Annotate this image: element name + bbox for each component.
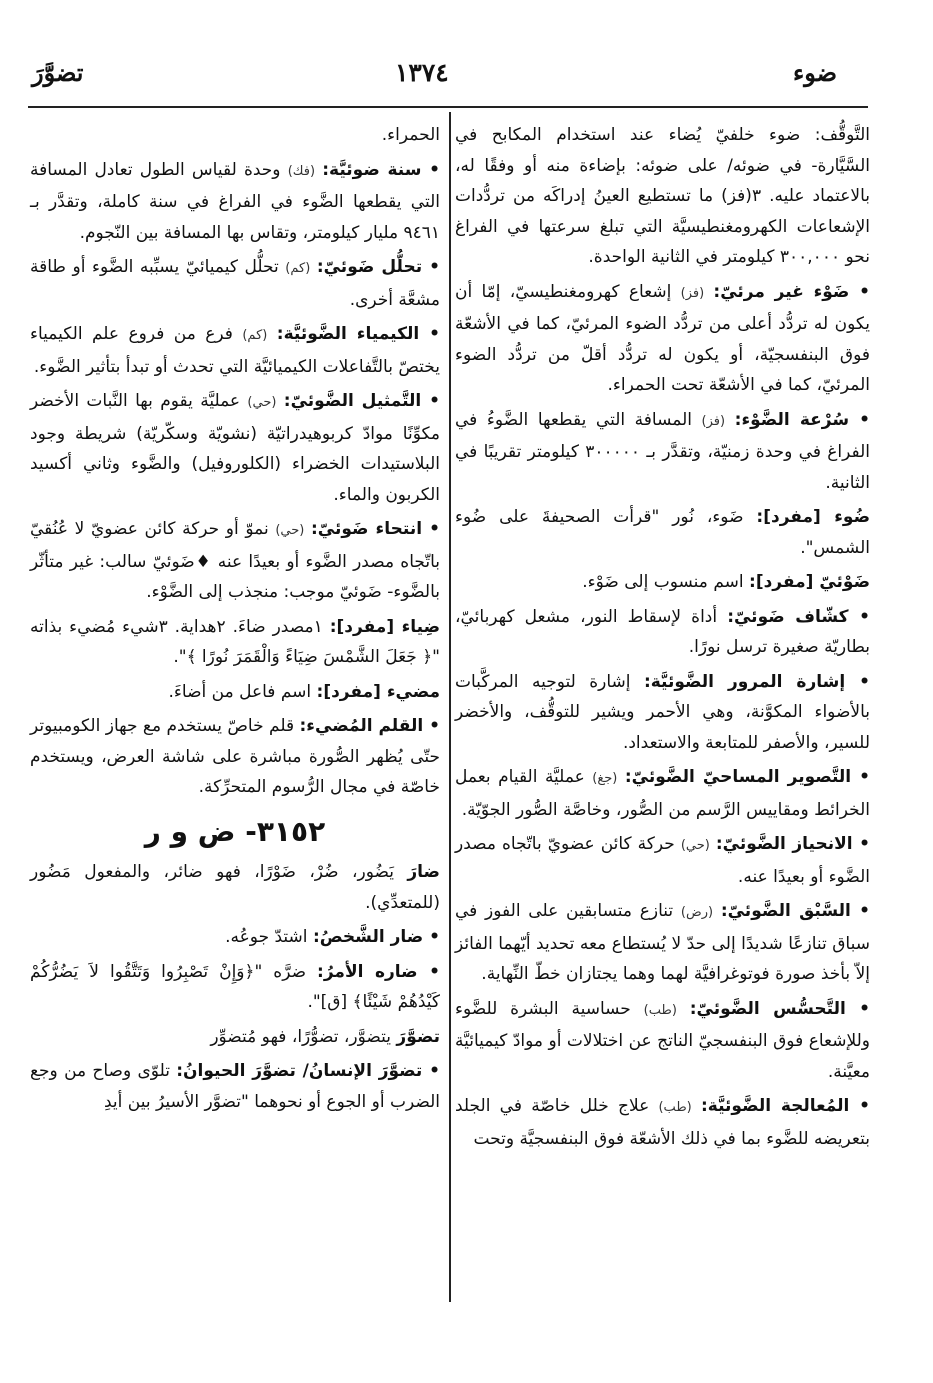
left-column bbox=[30, 120, 440, 1121]
entry: التَّوقُّف: ضوء خلفيّ يُضاء عند استخدام المكابح في السَّيَّارة- في ضوئه/ على ضوئه: بإضاءة منه أو وفقًا له، بالاعتماد عليه. ٣(فز) ما تستطيع العينُ إدراكَه من تردُّدات الإشعاعات الكهرومغنطيسيَّة التي تبلغ سرعتها في الفراغ نحو ٣٠٠,٠٠٠ كيلومتر في الثانية الواحدة. bbox=[455, 125, 871, 267]
header-guide-word-left: تضوَّرَ bbox=[32, 58, 84, 87]
entry: • التَّحسُّس الضَّوئيّ: (طب) حساسية البشرة للضَّوء وللإشعاع فوق البنفسجيّ الناتج عن اختلالات أو موادّ كيميائيَّة معيَّنة. bbox=[455, 998, 871, 1082]
page-header bbox=[0, 58, 933, 104]
header-rule bbox=[28, 106, 868, 108]
right-column bbox=[455, 120, 870, 1158]
entry: مضيء [مفرد]: اسم فاعل من أضاءَ. bbox=[168, 681, 440, 702]
entry: ضِياء [مفرد]: ١مصدر ضاءَ. ٢هداية. ٣شيء مُضيء بذاته "﴿ جَعَلَ الشَّمْسَ ضِيَاءً وَالْقَمَرَ نُورًا ﴾". bbox=[30, 616, 441, 667]
entry: • ضاره الأمرُ: ضرَّه "﴿وَإِنْ تَصْبِرُوا وَتَتَّقُوا لاَ يَضُرُّكُمْ كَيْدُهُمْ شَيْئًا﴾ [ق]". bbox=[30, 961, 440, 1012]
entry: • انتحاء ضَوئيّ: (حي) نموّ أو حركة كائن عضويّ لا عُنُقيّ باتّجاه مصدر الضَّوء أو بعيدًا عنه ♦ضَوئيّ سالب: غير متأثّر بالضَّوء- ضَوئيّ موجب: منجذب إلى الضَّوْء. bbox=[30, 519, 441, 602]
column-divider bbox=[449, 112, 451, 1302]
entry: • تحلُّل ضَوئيّ: (كم) تحلُّل كيميائيّ يسبِّبه الضَّوء أو طاقة مشعَّة أخرى. bbox=[30, 257, 440, 310]
entry: • سنة ضوئيَّة: (فك) وحدة لقياس الطول تعادل المسافة التي يقطعها الضَّوء في الفراغ في سنة كاملة، وتقدَّر بـ ٩٤٦١ مليار كيلومتر، وتقاس بها المسافة بين النّجوم. bbox=[30, 159, 441, 243]
entry: • ضَوْء غير مرئيّ: (فز) إشعاع كهرومغنطيسيّ، إمّا أن يكون له تردُّد أعلى من تردُّد الضوء المرئيّ، كما في الأشعّة فوق البنفسجيّة، أو يكون له تردُّد أقلّ من تردُّد الضوء المرئيّ، كما في الأشعّة تحت الحمراء. bbox=[455, 281, 871, 395]
entry: تضوَّرَ يتضوَّر، تضوُّرًا، فهو مُتضوِّر bbox=[210, 1026, 440, 1047]
entry: • التَّصوير المساحيّ الضَّوئيّ: (جغ) عمليَّة القيام بعمل الخرائط ومقاييس الرَّسم من الصُّور، وخاصَّة الصُّور الجوّيّة. bbox=[455, 767, 870, 820]
entry: • القلم المُضيء: قلم خاصّ يستخدم مع جهاز الكومبيوتر حتّى يُظهر الصُّورة مباشرة على شاشة العرض، ويستخدم خاصّة في مجال الرُّسوم المتحرِّكة. bbox=[30, 716, 440, 797]
entry: • ضار الشَّخصُ: اشتدّ جوعُه. bbox=[225, 927, 440, 947]
entry: • سُرْعة الضَّوْء: (فز) المسافة التي يقطعها الضَّوءُ في الفراغ في وحدة زمنيّة، وتقدَّر بـ ٣٠٠٠٠٠ كيلومتر تقريبًا في الثانية. bbox=[455, 409, 870, 493]
entry: • تضوَّرَ الإنسانُ/ تضوَّرَ الحيوانُ: تلوّى وصاح من وجع الضرب أو الجوع أو نحوهما "تضوَّر الأسيرُ بين أيدِ bbox=[30, 1061, 440, 1112]
entry: • الكيمياء الضَّوئيَّة: (كم) فرع من فروع علم الكيمياء يختصّ بالتَّفاعلات الكيميائيَّة التي تحدث أو تبدأ بتأثير الضَّوء. bbox=[30, 324, 441, 377]
entry: ضَوْئيّ [مفرد]: اسم منسوب إلى ضَوْء. bbox=[582, 572, 870, 592]
page-number: ١٣٧٤ bbox=[395, 58, 449, 87]
entry: • كشّاف ضَوئيّ: أداة لإسقاط النور، مشعل كهربائيّ، بطاريّة صغيرة ترسل نورًا. bbox=[455, 606, 870, 657]
entry: • السَّبْق الضَّوئيّ: (رض) تنازع متسابقين على الفوز في سباق تنازعًا شديدًا إلى حدّ لا يُستطاع معه تحديد أيّهما الفائز إلاّ بأخذ صورة فوتوغرافيَّة لهما وهما يجتازان خطّ النِّهاية. bbox=[455, 901, 870, 984]
entry: ضُوء [مفرد]: ضَوء، نُور "قرأت الصحيفةَ على ضُوء الشمس". bbox=[455, 507, 870, 558]
root-section-title: ٣١٥٢- ض و ر bbox=[144, 814, 326, 848]
entry: • الانحياز الضَّوئيّ: (حي) حركة كائن عضويّ باتّجاه مصدر الضَّوء أو بعيدًا عنه. bbox=[455, 834, 871, 887]
header-guide-word-right: ضوء bbox=[792, 58, 837, 87]
entry: • إشارة المرور الضَّوئيَّة: إشارة لتوجيه المركَّبات بالأضواء المكوَّنة، وهي الأحمر ويشير للتوقُّف، والأخضر للسير، والأصفر للمتابعة والاستعداد. bbox=[455, 671, 870, 753]
entry: الحمراء. bbox=[381, 125, 440, 145]
entry: • التَّمثيل الضَّوئيّ: (حي) عمليَّة يقوم بها النَّبات الأخضر مكوِّنًا موادّ كربوهيدراتيّة (نشويّة وسكّريّة) شريطة وجود البلاستيدات الخضراء (الكلوروفيل) والضَّوء وثاني أكسيد الكربون والماء. bbox=[30, 391, 440, 505]
entry: • المُعالجة الضَّوئيَّة: (طب) علاج خلل خاصّة في الجلد بتعريضه للضَّوء بما في ذلك الأشعّة فوق البنفسجيَّة وتحت bbox=[455, 1096, 870, 1149]
entry: ضارَ يَضُور، ضُرْ، ضَوْرًا، فهو ضائر، والمفعول مَضُور (للمتعدِّي). bbox=[30, 862, 440, 913]
